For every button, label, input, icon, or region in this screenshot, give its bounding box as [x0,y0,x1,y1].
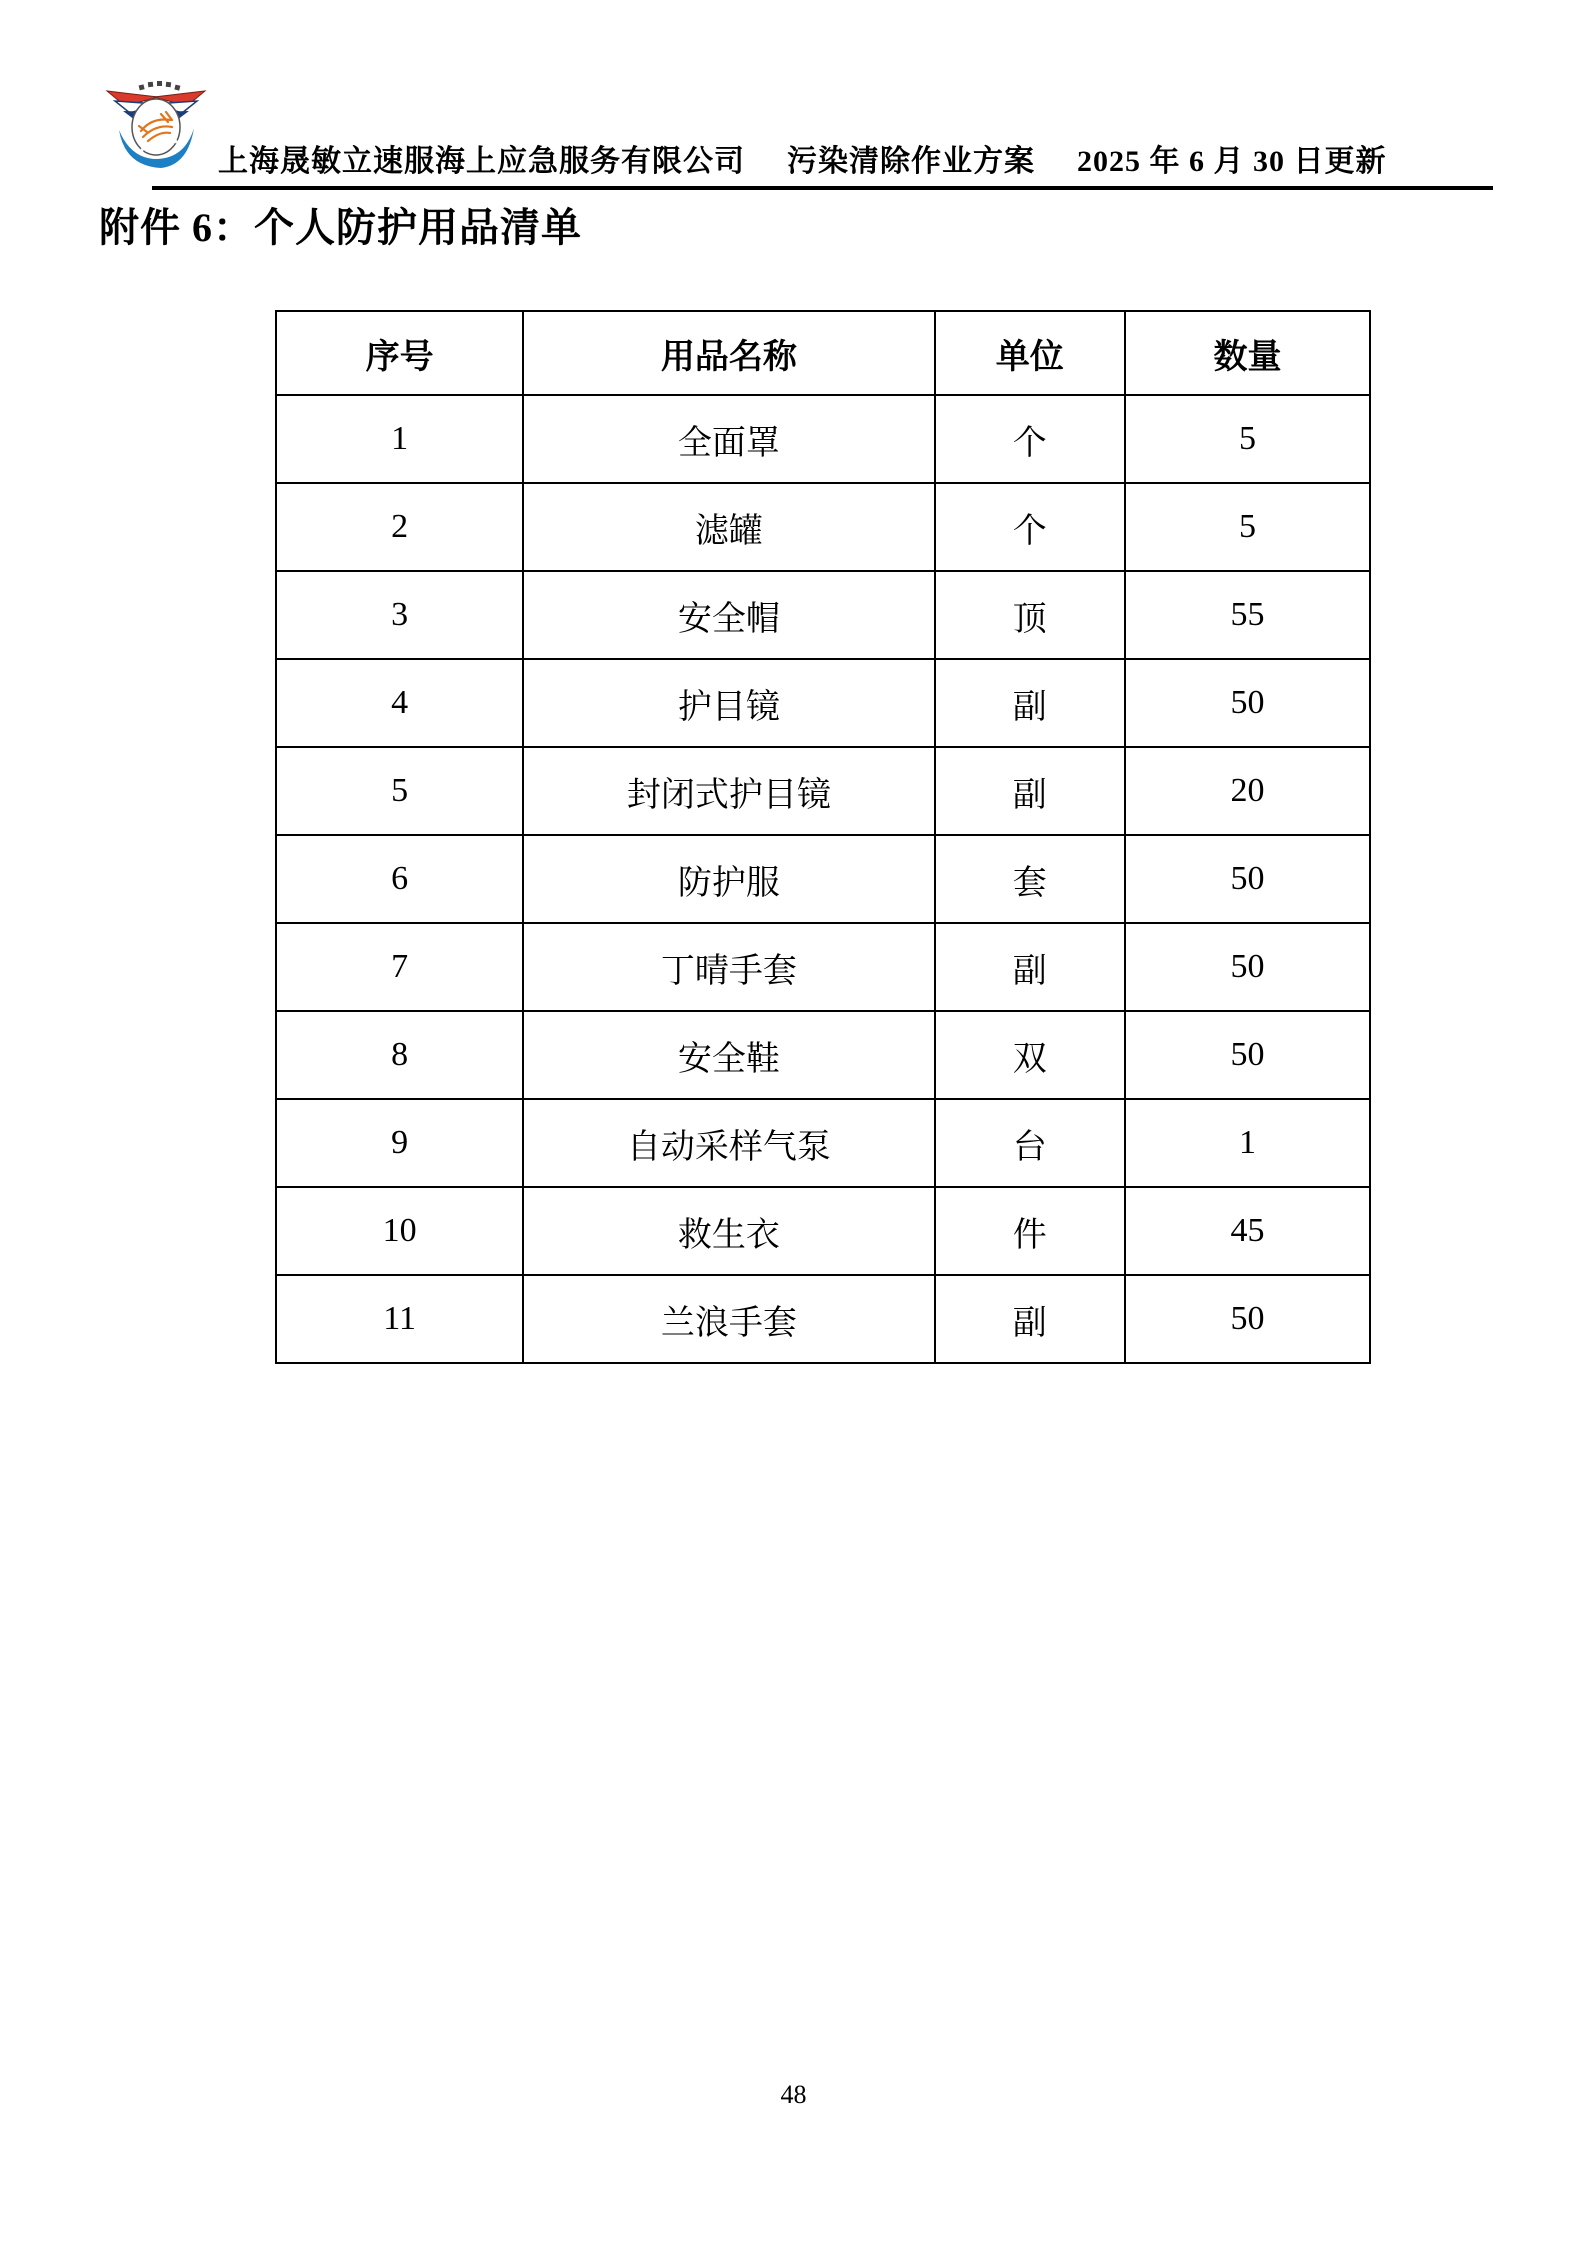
cell-item-name: 自动采样气泵 [523,1099,934,1187]
cell-quantity: 5 [1125,395,1370,483]
cell-item-name: 兰浪手套 [523,1275,934,1363]
cell-quantity: 50 [1125,923,1370,1011]
header-doc-title: 污染清除作业方案 [787,145,1035,178]
cell-item-name: 丁晴手套 [523,923,934,1011]
table-row [276,1099,1370,1187]
cell-index: 9 [276,1099,523,1187]
cell-index: 7 [276,923,523,1011]
table-row [276,1275,1370,1363]
cell-item-name: 安全鞋 [523,1011,934,1099]
cell-index: 2 [276,483,523,571]
cell-unit: 件 [935,1187,1125,1275]
table-row [276,659,1370,747]
cell-quantity: 50 [1125,659,1370,747]
cell-quantity: 5 [1125,483,1370,571]
cell-index: 10 [276,1187,523,1275]
table-row [276,483,1370,571]
cell-unit: 套 [935,835,1125,923]
cell-unit: 台 [935,1099,1125,1187]
cell-quantity: 20 [1125,747,1370,835]
cell-item-name: 滤罐 [523,483,934,571]
cell-item-name: 护目镜 [523,659,934,747]
page-header [218,136,1498,180]
cell-quantity: 1 [1125,1099,1370,1187]
cell-unit: 个 [935,483,1125,571]
cell-unit: 副 [935,923,1125,1011]
column-header-quantity: 数量 [1125,311,1370,395]
cell-index: 3 [276,571,523,659]
cell-index: 1 [276,395,523,483]
cell-quantity: 45 [1125,1187,1370,1275]
attachment-title: 附件 6：个人防护用品清单 [99,205,582,250]
cell-item-name: 全面罩 [523,395,934,483]
page-footer [0,2080,1587,2110]
cell-quantity: 50 [1125,1275,1370,1363]
table-body [276,395,1370,1363]
column-header-unit: 单位 [935,311,1125,395]
cell-index: 8 [276,1011,523,1099]
cell-item-name: 救生衣 [523,1187,934,1275]
table-row [276,1011,1370,1099]
cell-quantity: 50 [1125,1011,1370,1099]
cell-index: 4 [276,659,523,747]
table-row [276,747,1370,835]
table-header-row [276,311,1370,395]
cell-unit: 双 [935,1011,1125,1099]
cell-quantity: 50 [1125,835,1370,923]
cell-item-name: 防护服 [523,835,934,923]
company-logo [103,70,209,190]
cell-index: 11 [276,1275,523,1363]
logo-top-marks [139,81,181,91]
cell-index: 5 [276,747,523,835]
cell-unit: 顶 [935,571,1125,659]
table-row [276,395,1370,483]
cell-item-name: 封闭式护目镜 [523,747,934,835]
cell-quantity: 55 [1125,571,1370,659]
ppe-table [275,310,1371,1364]
column-header-index: 序号 [276,311,523,395]
cell-unit: 副 [935,747,1125,835]
table-row [276,835,1370,923]
cell-unit: 个 [935,395,1125,483]
table-row [276,571,1370,659]
cell-item-name: 安全帽 [523,571,934,659]
header-rule [152,186,1493,190]
cell-unit: 副 [935,1275,1125,1363]
table-row [276,923,1370,1011]
column-header-item: 用品名称 [523,311,934,395]
table-row [276,1187,1370,1275]
cell-index: 6 [276,835,523,923]
update-date: 2025 年 6 月 30 日更新 [1077,145,1387,178]
company-name: 上海晟敏立速服海上应急服务有限公司 [218,145,745,178]
page-number: 48 [780,2080,807,2109]
cell-unit: 副 [935,659,1125,747]
